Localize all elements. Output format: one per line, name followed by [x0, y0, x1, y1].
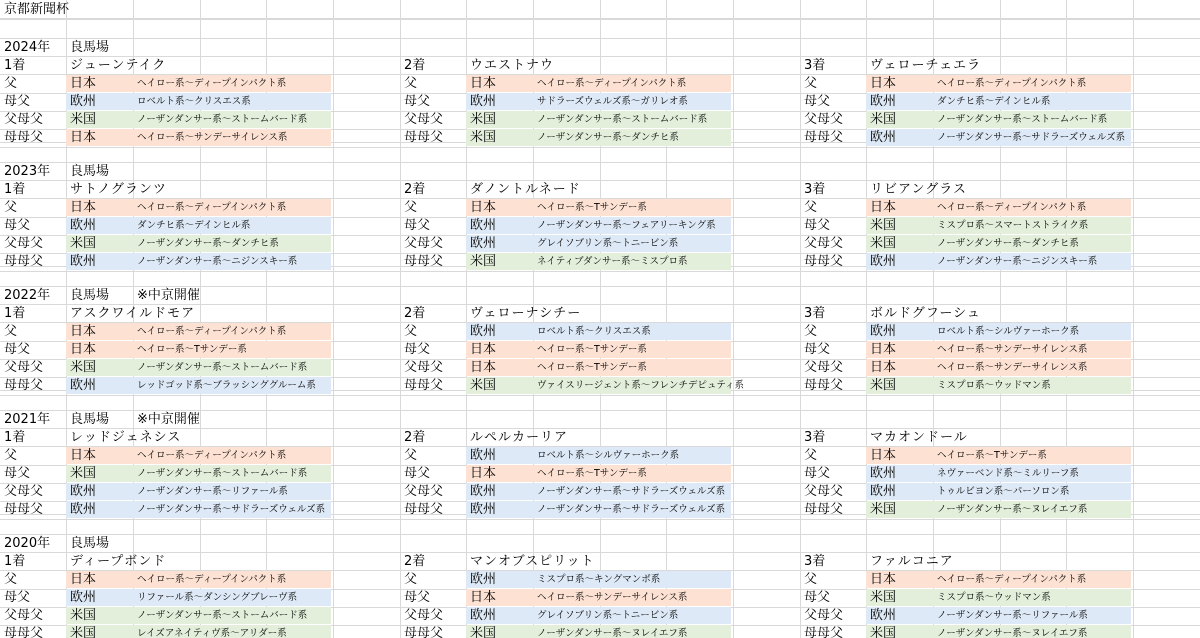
sire-region[interactable]: 日本: [870, 76, 897, 91]
track-condition[interactable]: 良馬場: [70, 164, 110, 179]
sire-region[interactable]: 日本: [70, 200, 97, 215]
sire-lineage[interactable]: ヘイロー系～ディープインパクト系: [137, 78, 287, 89]
sire-region[interactable]: 日本: [870, 342, 897, 357]
horse-name[interactable]: サトノグランツ: [70, 182, 167, 197]
finish-place[interactable]: 1着: [4, 58, 26, 73]
pedigree-role[interactable]: 母母父: [404, 254, 444, 269]
track-condition[interactable]: 良馬場: [70, 288, 110, 303]
finish-place[interactable]: 2着: [404, 306, 426, 321]
pedigree-role[interactable]: 父母父: [804, 360, 844, 375]
sire-region[interactable]: 日本: [870, 572, 897, 587]
pedigree-role[interactable]: 母父: [404, 466, 431, 481]
pedigree-role[interactable]: 父: [4, 572, 18, 587]
sire-lineage[interactable]: ロベルト系～クリスエス系: [537, 326, 651, 337]
sire-region[interactable]: 日本: [70, 342, 97, 357]
sire-lineage[interactable]: レイズアネイティヴ系～アリダー系: [137, 628, 287, 638]
venue-note[interactable]: ※中京開催: [137, 412, 200, 427]
sire-lineage[interactable]: ヘイロー系～ディープインパクト系: [137, 450, 287, 461]
sire-lineage[interactable]: ヘイロー系～Tサンデー系: [937, 450, 1047, 461]
sire-region[interactable]: 欧州: [70, 378, 97, 393]
sire-lineage[interactable]: ノーザンダンサー系～ストームバード系: [137, 468, 308, 479]
sire-region[interactable]: 日本: [870, 200, 897, 215]
pedigree-role[interactable]: 母母父: [804, 626, 844, 638]
sire-lineage[interactable]: ヘイロー系～サンデーサイレンス系: [537, 592, 688, 603]
pedigree-role[interactable]: 父: [4, 448, 18, 463]
sire-region[interactable]: 欧州: [70, 502, 97, 517]
pedigree-role[interactable]: 母母父: [404, 502, 444, 517]
pedigree-role[interactable]: 母母父: [404, 626, 444, 638]
sire-lineage[interactable]: ノーザンダンサー系～ヌレイエフ系: [537, 628, 688, 638]
pedigree-role[interactable]: 父母父: [4, 236, 44, 251]
grid-row-line: [0, 271, 1200, 272]
year-label[interactable]: 2020年: [4, 536, 51, 551]
horse-name[interactable]: マンオブスピリット: [470, 554, 595, 569]
grid-row-line: [0, 147, 1200, 148]
sire-region[interactable]: 米国: [70, 236, 97, 251]
sire-region[interactable]: 日本: [470, 200, 497, 215]
sire-lineage[interactable]: ノーザンダンサー系～フェアリーキング系: [537, 220, 716, 231]
pedigree-role[interactable]: 母母父: [4, 130, 44, 145]
sire-region[interactable]: 欧州: [470, 448, 497, 463]
sire-lineage[interactable]: ヘイロー系～Tサンデー系: [537, 362, 647, 373]
sire-lineage[interactable]: ノーザンダンサー系～ストームバード系: [137, 610, 308, 621]
pedigree-role[interactable]: 母父: [804, 466, 831, 481]
sire-lineage[interactable]: ノーザンダンサー系～ニジンスキー系: [137, 256, 298, 267]
pedigree-role[interactable]: 母母父: [4, 626, 44, 638]
sire-region[interactable]: 日本: [470, 76, 497, 91]
pedigree-role[interactable]: 父母父: [404, 608, 444, 623]
sire-lineage[interactable]: ヴァイスリージェント系～フレンチデピュティ系: [537, 380, 745, 391]
sire-region[interactable]: 欧州: [870, 484, 897, 499]
sire-region[interactable]: 欧州: [70, 94, 97, 109]
pedigree-role[interactable]: 父: [404, 324, 418, 339]
sire-region[interactable]: 米国: [470, 254, 497, 269]
year-label[interactable]: 2021年: [4, 412, 51, 427]
sire-region[interactable]: 欧州: [470, 502, 497, 517]
finish-place[interactable]: 1着: [4, 306, 26, 321]
sire-lineage[interactable]: ヘイロー系～ディープインパクト系: [137, 326, 287, 337]
pedigree-role[interactable]: 母父: [404, 94, 431, 109]
sire-lineage[interactable]: ミスプロ系～ウッドマン系: [937, 380, 1051, 391]
horse-name[interactable]: ディープボンド: [70, 554, 167, 569]
sire-lineage[interactable]: ノーザンダンサー系～リファール系: [137, 486, 288, 497]
sire-lineage[interactable]: ヘイロー系～ディープインパクト系: [537, 78, 687, 89]
pedigree-role[interactable]: 母父: [804, 342, 831, 357]
pedigree-role[interactable]: 母父: [4, 590, 31, 605]
sire-region[interactable]: 米国: [70, 112, 97, 127]
sire-region[interactable]: 日本: [470, 590, 497, 605]
sire-lineage[interactable]: サドラーズウェルズ系～ガリレオ系: [537, 96, 688, 107]
sire-region[interactable]: 日本: [70, 76, 97, 91]
pedigree-role[interactable]: 母母父: [804, 378, 844, 393]
sire-region[interactable]: 欧州: [470, 572, 497, 587]
horse-name[interactable]: アスクワイルドモア: [70, 306, 196, 321]
pedigree-role[interactable]: 父母父: [4, 360, 44, 375]
sire-lineage[interactable]: ノーザンダンサー系～サドラーズウェルズ系: [137, 504, 326, 515]
pedigree-role[interactable]: 父母父: [404, 236, 444, 251]
sire-lineage[interactable]: ヘイロー系～ディープインパクト系: [137, 202, 287, 213]
horse-name[interactable]: ジューンテイク: [70, 58, 167, 73]
finish-place[interactable]: 3着: [804, 58, 826, 73]
sire-region[interactable]: 欧州: [470, 236, 497, 251]
grid-row-line: [0, 18, 1200, 19]
grid-row-line: [0, 38, 1200, 39]
sire-region[interactable]: 日本: [470, 342, 497, 357]
sire-lineage[interactable]: ヘイロー系～サンデーサイレンス系: [937, 344, 1088, 355]
finish-place[interactable]: 2着: [404, 430, 426, 445]
sire-region[interactable]: 欧州: [470, 94, 497, 109]
grid-row-line: [0, 19, 1200, 20]
pedigree-role[interactable]: 母父: [4, 466, 31, 481]
sire-lineage[interactable]: ヘイロー系～ディープインパクト系: [137, 574, 287, 585]
pedigree-role[interactable]: 父母父: [804, 112, 844, 127]
sire-lineage[interactable]: ミスプロ系～キングマンボ系: [537, 574, 661, 585]
year-label[interactable]: 2024年: [4, 40, 51, 55]
pedigree-role[interactable]: 母父: [404, 342, 431, 357]
pedigree-role[interactable]: 父母父: [804, 484, 844, 499]
pedigree-role[interactable]: 母父: [804, 94, 831, 109]
finish-place[interactable]: 1着: [4, 182, 26, 197]
pedigree-role[interactable]: 父: [4, 324, 18, 339]
pedigree-role[interactable]: 母母父: [804, 130, 844, 145]
sire-lineage[interactable]: ダンチヒ系～デインヒル系: [137, 220, 251, 231]
pedigree-role[interactable]: 父: [404, 448, 418, 463]
sire-lineage[interactable]: ノーザンダンサー系～ストームバード系: [937, 114, 1108, 125]
pedigree-role[interactable]: 母父: [4, 342, 31, 357]
sire-region[interactable]: 米国: [870, 590, 897, 605]
sire-region[interactable]: 欧州: [870, 94, 897, 109]
pedigree-role[interactable]: 父: [804, 448, 818, 463]
pedigree-role[interactable]: 母母父: [4, 502, 44, 517]
track-condition[interactable]: 良馬場: [70, 412, 110, 427]
sire-lineage[interactable]: ノーザンダンサー系～ストームバード系: [137, 362, 308, 373]
sire-region[interactable]: 欧州: [870, 466, 897, 481]
horse-name[interactable]: ルペルカーリア: [470, 430, 569, 445]
horse-name[interactable]: ダノントルネード: [470, 182, 581, 197]
pedigree-role[interactable]: 父: [4, 76, 18, 91]
horse-name[interactable]: ボルドグフーシュ: [870, 306, 981, 321]
pedigree-role[interactable]: 父母父: [4, 112, 44, 127]
pedigree-role[interactable]: 母母父: [404, 130, 444, 145]
pedigree-role[interactable]: 母父: [4, 94, 31, 109]
sire-lineage[interactable]: ノーザンダンサー系～ストームバード系: [537, 114, 708, 125]
finish-place[interactable]: 3着: [804, 306, 826, 321]
sire-region[interactable]: 日本: [470, 360, 497, 375]
sire-lineage[interactable]: ロベルト系～シルヴァーホーク系: [537, 450, 680, 461]
horse-name[interactable]: マカオンドール: [870, 430, 968, 445]
finish-place[interactable]: 3着: [804, 182, 826, 197]
sire-region[interactable]: 米国: [870, 218, 897, 233]
grid-row-line: [0, 519, 1200, 520]
venue-note[interactable]: ※中京開催: [137, 288, 200, 303]
finish-place[interactable]: 3着: [804, 430, 826, 445]
sire-region[interactable]: 米国: [870, 112, 897, 127]
horse-name[interactable]: レッドジェネシス: [70, 430, 182, 445]
sire-lineage[interactable]: ノーザンダンサー系～ストームバード系: [137, 114, 308, 125]
grid-row-line: [0, 395, 1200, 396]
sire-lineage[interactable]: ダンチヒ系～デインヒル系: [937, 96, 1051, 107]
pedigree-role[interactable]: 母父: [4, 218, 31, 233]
sire-lineage[interactable]: ノーザンダンサー系～サドラーズウェルズ系: [537, 504, 726, 515]
sire-region[interactable]: 欧州: [470, 218, 497, 233]
sire-region[interactable]: 米国: [870, 626, 897, 638]
sheet-title[interactable]: 京都新聞杯: [4, 2, 70, 17]
track-condition[interactable]: 良馬場: [70, 536, 110, 551]
pedigree-role[interactable]: 父: [404, 572, 418, 587]
sire-lineage[interactable]: ヘイロー系～Tサンデー系: [537, 344, 647, 355]
sire-region[interactable]: 欧州: [870, 324, 897, 339]
horse-name[interactable]: ヴェローナシチー: [470, 306, 582, 321]
pedigree-role[interactable]: 父: [404, 76, 418, 91]
sire-lineage[interactable]: トゥルビヨン系～パーソロン系: [937, 486, 1070, 497]
sire-region[interactable]: 欧州: [870, 608, 897, 623]
sire-region[interactable]: 米国: [470, 130, 497, 145]
sire-lineage[interactable]: ノーザンダンサー系～ダンチヒ系: [137, 238, 279, 249]
sire-lineage[interactable]: ノーザンダンサー系～ダンチヒ系: [937, 238, 1079, 249]
sire-region[interactable]: 米国: [470, 112, 497, 127]
sire-region[interactable]: 米国: [70, 466, 97, 481]
sire-lineage[interactable]: ノーザンダンサー系～ヌレイエフ系: [937, 504, 1088, 515]
sire-lineage[interactable]: ヘイロー系～Tサンデー系: [537, 202, 647, 213]
sire-lineage[interactable]: ロベルト系～クリスエス系: [137, 96, 251, 107]
sire-region[interactable]: 米国: [870, 502, 897, 517]
sire-lineage[interactable]: グレイソブリン系～トニービン系: [537, 238, 679, 249]
sire-region[interactable]: 欧州: [470, 608, 497, 623]
sire-lineage[interactable]: ヘイロー系～ディープインパクト系: [937, 574, 1087, 585]
sire-lineage[interactable]: ヘイロー系～Tサンデー系: [137, 344, 247, 355]
sire-region[interactable]: 欧州: [70, 254, 97, 269]
pedigree-role[interactable]: 母父: [404, 590, 431, 605]
finish-place[interactable]: 1着: [4, 554, 26, 569]
sire-region[interactable]: 米国: [870, 378, 897, 393]
sire-lineage[interactable]: ネイティブダンサー系～ミスプロ系: [537, 256, 688, 267]
finish-place[interactable]: 1着: [4, 430, 26, 445]
sire-lineage[interactable]: ミスプロ系～スマートストライク系: [937, 220, 1089, 231]
sire-region[interactable]: 欧州: [70, 590, 97, 605]
year-label[interactable]: 2023年: [4, 164, 51, 179]
sire-region[interactable]: 欧州: [470, 484, 497, 499]
sire-lineage[interactable]: ノーザンダンサー系～リファール系: [937, 610, 1088, 621]
sire-lineage[interactable]: ヘイロー系～ディープインパクト系: [937, 202, 1087, 213]
pedigree-role[interactable]: 父母父: [804, 608, 844, 623]
sire-region[interactable]: 欧州: [70, 484, 97, 499]
sire-lineage[interactable]: ヘイロー系～ディープインパクト系: [937, 78, 1087, 89]
pedigree-role[interactable]: 母父: [804, 218, 831, 233]
sire-region[interactable]: 欧州: [70, 218, 97, 233]
sire-region[interactable]: 米国: [70, 360, 97, 375]
horse-name[interactable]: ヴェローチェエラ: [870, 58, 982, 73]
grid-row-line: [0, 162, 1200, 163]
sire-lineage[interactable]: リファール系～ダンシングブレーヴ系: [137, 592, 298, 603]
horse-name[interactable]: リビアングラス: [870, 182, 967, 197]
sire-region[interactable]: 日本: [870, 360, 897, 375]
sire-region[interactable]: 日本: [70, 448, 97, 463]
horse-name[interactable]: ウエストナウ: [470, 58, 555, 73]
sire-lineage[interactable]: ミスプロ系～ウッドマン系: [937, 592, 1051, 603]
sire-region[interactable]: 日本: [870, 448, 897, 463]
pedigree-role[interactable]: 父: [4, 200, 18, 215]
sire-region[interactable]: 日本: [70, 572, 97, 587]
pedigree-role[interactable]: 母母父: [804, 254, 844, 269]
sire-region[interactable]: 日本: [470, 466, 497, 481]
finish-place[interactable]: 2着: [404, 58, 426, 73]
sire-region[interactable]: 欧州: [470, 324, 497, 339]
pedigree-role[interactable]: 父: [804, 572, 818, 587]
sire-lineage[interactable]: ヘイロー系～Tサンデー系: [537, 468, 647, 479]
pedigree-role[interactable]: 父母父: [404, 360, 444, 375]
pedigree-role[interactable]: 父: [804, 324, 818, 339]
track-condition[interactable]: 良馬場: [70, 40, 110, 55]
sire-lineage[interactable]: ノーザンダンサー系～ダンチヒ系: [537, 132, 679, 143]
grid-row-line: [0, 534, 1200, 535]
sire-region[interactable]: 米国: [470, 378, 497, 393]
pedigree-role[interactable]: 父: [804, 200, 818, 215]
pedigree-role[interactable]: 母母父: [404, 378, 444, 393]
pedigree-role[interactable]: 母父: [404, 218, 431, 233]
pedigree-role[interactable]: 父母父: [4, 484, 44, 499]
pedigree-role[interactable]: 父: [404, 200, 418, 215]
horse-name[interactable]: ファルコニア: [870, 554, 954, 569]
sire-region[interactable]: 欧州: [870, 130, 897, 145]
sire-region[interactable]: 欧州: [870, 254, 897, 269]
finish-place[interactable]: 3着: [804, 554, 826, 569]
finish-place[interactable]: 2着: [404, 182, 426, 197]
sire-lineage[interactable]: ロベルト系～シルヴァーホーク系: [937, 326, 1080, 337]
sire-lineage[interactable]: グレイソブリン系～トニービン系: [537, 610, 679, 621]
pedigree-role[interactable]: 父母父: [804, 236, 844, 251]
sire-lineage[interactable]: レッドゴッド系～ブラッシンググルーム系: [137, 380, 316, 391]
sire-region[interactable]: 米国: [470, 626, 497, 638]
sire-region[interactable]: 米国: [70, 626, 97, 638]
year-label[interactable]: 2022年: [4, 288, 51, 303]
pedigree-role[interactable]: 父母父: [4, 608, 44, 623]
pedigree-role[interactable]: 母父: [804, 590, 831, 605]
sire-lineage[interactable]: ノーザンダンサー系～ヌレイエフ系: [937, 628, 1088, 638]
sire-region[interactable]: 日本: [70, 130, 97, 145]
pedigree-role[interactable]: 父母父: [404, 484, 444, 499]
sire-lineage[interactable]: ノーザンダンサー系～サドラーズウェルズ系: [937, 132, 1126, 143]
pedigree-role[interactable]: 父: [804, 76, 818, 91]
finish-place[interactable]: 2着: [404, 554, 426, 569]
pedigree-role[interactable]: 母母父: [4, 378, 44, 393]
sire-region[interactable]: 米国: [70, 608, 97, 623]
sire-lineage[interactable]: ノーザンダンサー系～ニジンスキー系: [937, 256, 1098, 267]
pedigree-role[interactable]: 父母父: [404, 112, 444, 127]
pedigree-role[interactable]: 母母父: [4, 254, 44, 269]
sire-lineage[interactable]: ノーザンダンサー系～サドラーズウェルズ系: [537, 486, 726, 497]
sire-lineage[interactable]: ネヴァーベンド系～ミルリーフ系: [937, 468, 1079, 479]
sire-lineage[interactable]: ヘイロー系～サンデーサイレンス系: [937, 362, 1088, 373]
sire-region[interactable]: 米国: [870, 236, 897, 251]
sire-region[interactable]: 日本: [70, 324, 97, 339]
sire-lineage[interactable]: ヘイロー系～サンデーサイレンス系: [137, 132, 288, 143]
pedigree-role[interactable]: 母母父: [804, 502, 844, 517]
